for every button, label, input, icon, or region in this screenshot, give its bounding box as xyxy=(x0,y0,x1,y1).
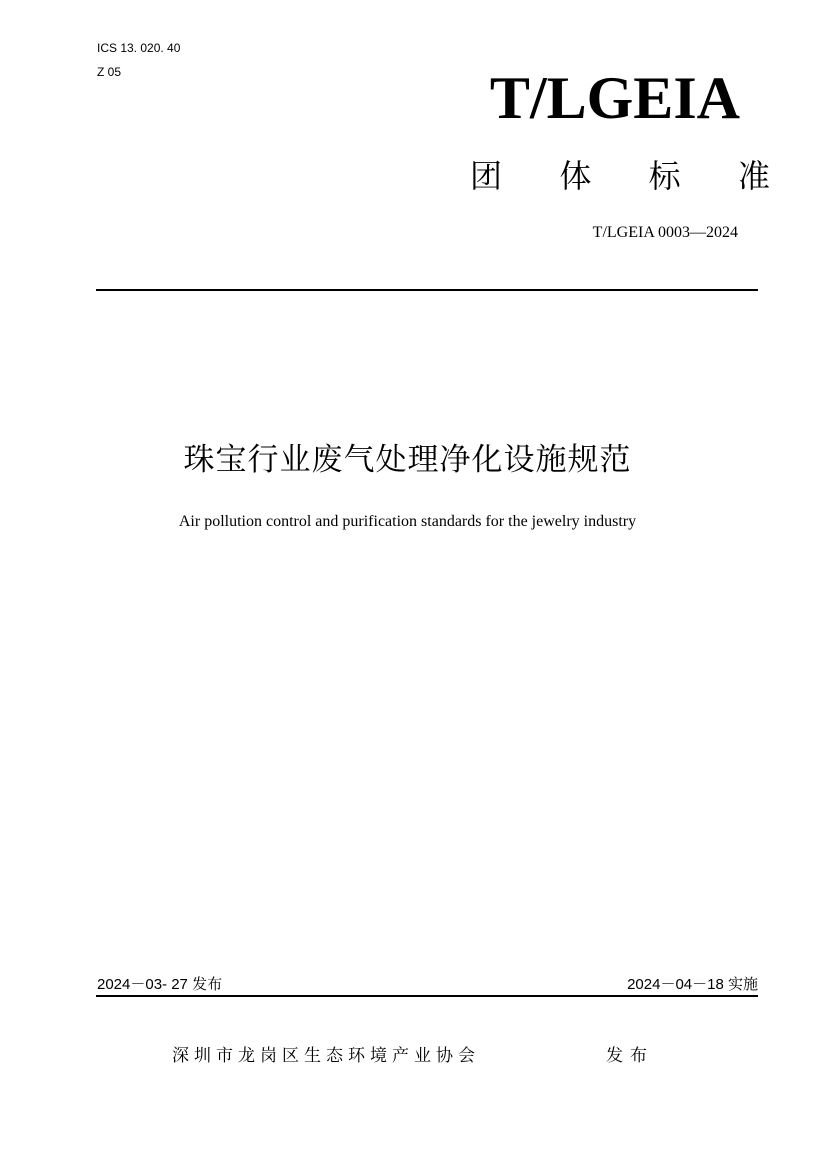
document-title-chinese: 珠宝行业废气处理净化设施规范 xyxy=(183,442,632,478)
publisher-name: 深圳市龙岗区生态环境产业协会 xyxy=(172,1046,480,1066)
issue-date: 2024－03- 27 发布 xyxy=(97,976,223,993)
standard-type-char: 体 xyxy=(559,157,592,195)
standard-type-char: 团 xyxy=(470,157,503,195)
standard-brand-logo: T/LGEIA xyxy=(489,65,740,131)
header-divider xyxy=(96,289,758,291)
implementation-date: 2024－04－18 实施 xyxy=(627,976,758,993)
document-title-english: Air pollution control and purification standards for the jewelry industry xyxy=(178,513,637,530)
ics-code: ICS 13. 020. 40 xyxy=(97,41,181,55)
ccs-code: Z 05 xyxy=(97,65,122,79)
standard-type xyxy=(470,157,770,195)
footer-divider xyxy=(96,995,758,997)
standard-number: T/LGEIA 0003—2024 xyxy=(592,224,738,241)
standard-type-char: 准 xyxy=(737,157,770,195)
publish-label: 发布 xyxy=(606,1046,654,1066)
standard-type-char: 标 xyxy=(648,157,681,195)
